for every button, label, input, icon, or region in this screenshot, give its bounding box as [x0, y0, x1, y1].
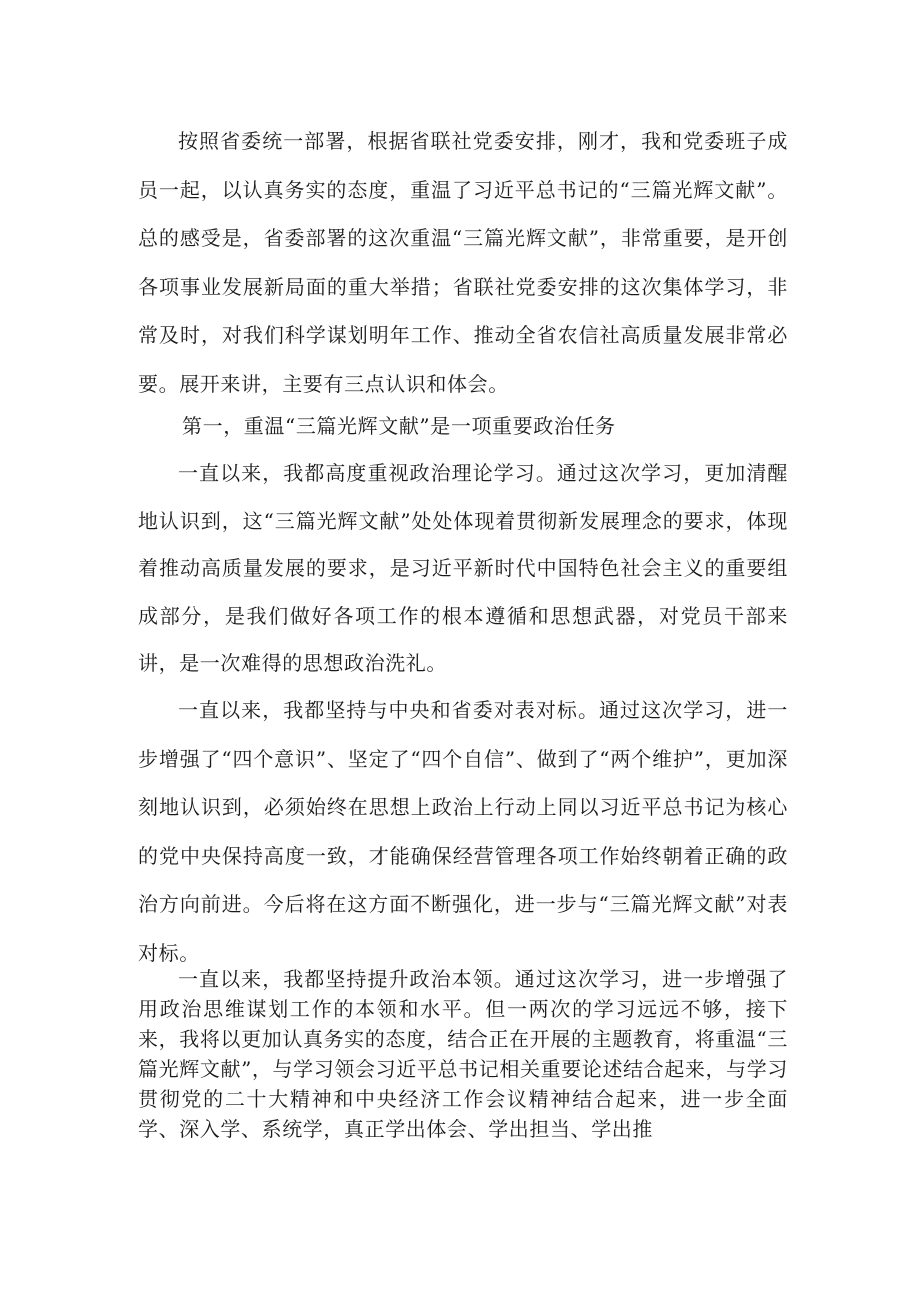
paragraph-political-ability: 一直以来，我都坚持提升政治本领。通过这次学习，进一步增强了用政治思维谋划工作的本领和水平。但一两次的学习远远不够，接下来，我将以更加认真务实的态度，结合正在开展的主题教育，将重温“三篇光辉文献”，与学习领会习近平总书记相关重要论述结合起来，与学习贯彻党的二十大精神和中央经济工作会议精神结合起来，进一步全面学、深入学、系统学，真正学出体会、学出担当、学出推	[138, 967, 788, 1141]
section-heading-first: 第一，重温“三篇光辉文献”是一项重要政治任务	[182, 414, 616, 438]
paragraph-alignment: 一直以来，我都坚持与中央和省委对表对标。通过这次学习，进一步增强了“四个意识”、坚定了“四个自信”、做到了“两个维护”，更加深刻地认识到，必须始终在思想上政治上行动上同以习近平总书记为核心的党中央保持高度一致，才能确保经营管理各项工作始终朝着正确的政治方向前进。今后将在这方面不断强化，进一步与“三篇光辉文献”对表对标。	[138, 698, 788, 965]
paragraph-theory-study: 一直以来，我都高度重视政治理论学习。通过这次学习，更加清醒地认识到，这“三篇光辉文献”处处体现着贯彻新发展理念的要求，体现着推动高质量发展的要求，是习近平新时代中国特色社会主义的重要组成部分，是我们做好各项工作的根本遵循和思想武器，对党员干部来讲，是一次难得的思想政治洗礼。	[138, 461, 788, 675]
paragraph-intro: 按照省委统一部署，根据省联社党委安排，刚才，我和党委班子成员一起，以认真务实的态度，重温了习近平总书记的“三篇光辉文献”。总的感受是，省委部署的这次重温“三篇光辉文献”，非常重要，是开创各项事业发展新局面的重大举措；省联社党委安排的这次集体学习，非常及时，对我们科学谋划明年工作、推动全省农信社高质量发展非常必要。展开来讲，主要有三点认识和体会。	[138, 129, 788, 396]
